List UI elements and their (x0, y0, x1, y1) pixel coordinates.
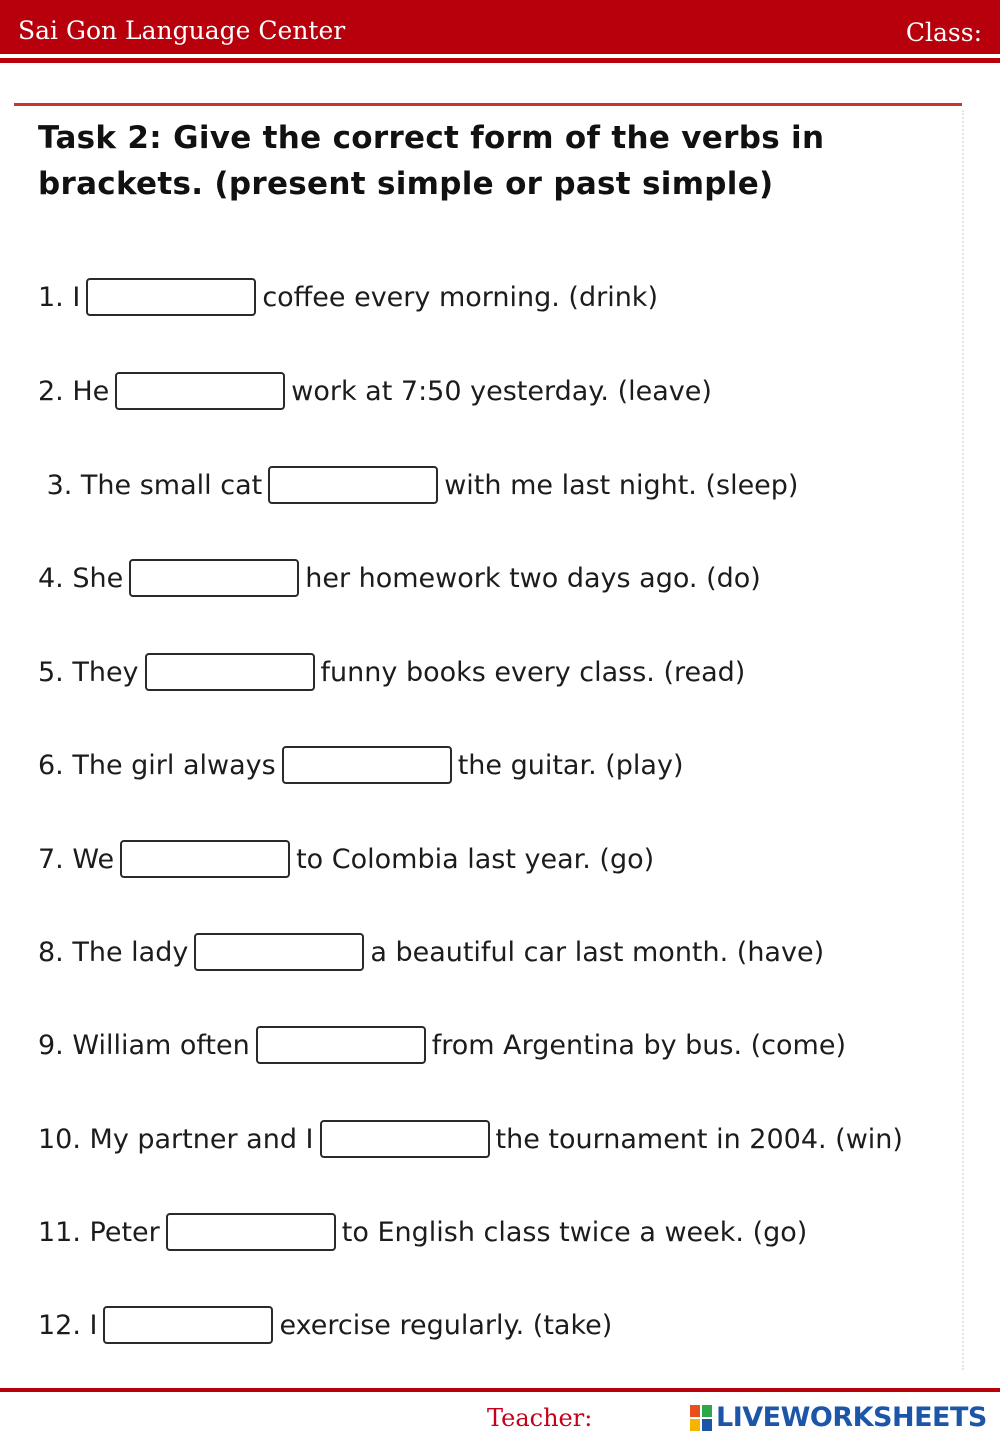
question-2-end: work at 7:50 yesterday. (leave) (291, 375, 712, 407)
answer-field-3[interactable] (268, 466, 438, 504)
question-7-start: 7. We (38, 843, 115, 875)
question-12 (38, 1302, 612, 1348)
header-divider (0, 58, 1000, 63)
liveworksheets-wordmark: LIVEWORKSHEETS (716, 1402, 987, 1433)
header-bar (0, 0, 1000, 54)
question-5-end: funny books every class. (read) (320, 656, 746, 688)
question-7 (38, 836, 654, 882)
answer-field-7[interactable] (120, 840, 290, 878)
question-8 (38, 929, 824, 975)
answer-field-2[interactable] (115, 372, 285, 410)
question-8-end: a beautiful car last month. (have) (370, 936, 825, 968)
question-3 (38, 462, 798, 508)
answer-field-6[interactable] (282, 746, 452, 784)
answer-field-12[interactable] (103, 1306, 273, 1344)
question-4 (38, 555, 761, 601)
question-10 (38, 1116, 903, 1162)
answer-field-9[interactable] (256, 1026, 426, 1064)
question-11-start: 11. Peter (38, 1216, 160, 1248)
question-4-end: her homework two days ago. (do) (305, 562, 761, 594)
task-title-line-2: brackets. (present simple or past simple) (38, 166, 774, 202)
question-12-start: 12. I (38, 1309, 98, 1341)
answer-field-5[interactable] (145, 653, 315, 691)
question-3-end: with me last night. (sleep) (444, 469, 799, 501)
question-10-end: the tournament in 2004. (win) (495, 1123, 903, 1155)
question-1-start: 1. I (38, 281, 81, 313)
question-1 (38, 274, 658, 320)
task-title (38, 115, 938, 207)
liveworksheets-logo[interactable] (690, 1402, 987, 1433)
question-6-end: the guitar. (play) (457, 749, 684, 781)
question-9 (38, 1022, 846, 1068)
task-title-line-1: Task 2: Give the correct form of the verbs in (38, 120, 825, 156)
worksheet-right-edge (962, 110, 967, 1370)
teacher-label: Teacher: (487, 1404, 593, 1432)
question-12-end: exercise regularly. (take) (279, 1309, 613, 1341)
question-3-start: 3. The small cat (38, 469, 263, 501)
footer-divider (0, 1388, 1000, 1392)
question-6-start: 6. The girl always (38, 749, 276, 781)
question-5 (38, 649, 745, 695)
center-name: Sai Gon Language Center (18, 16, 346, 45)
question-8-start: 8. The lady (38, 936, 189, 968)
question-5-start: 5. They (38, 656, 139, 688)
question-10-start: 10. My partner and I (38, 1123, 314, 1155)
question-2-start: 2. He (38, 375, 110, 407)
class-label: Class: (905, 18, 982, 47)
question-9-start: 9. William often (38, 1029, 250, 1061)
answer-field-11[interactable] (166, 1213, 336, 1251)
question-6 (38, 742, 683, 788)
question-1-end: coffee every morning. (drink) (262, 281, 658, 313)
question-7-end: to Colombia last year. (go) (296, 843, 655, 875)
question-4-start: 4. She (38, 562, 124, 594)
answer-field-10[interactable] (320, 1120, 490, 1158)
liveworksheets-mark-icon (690, 1405, 712, 1431)
question-11-end: to English class twice a week. (go) (341, 1216, 808, 1248)
question-2 (38, 368, 712, 414)
worksheet-top-border (14, 103, 962, 106)
answer-field-4[interactable] (129, 559, 299, 597)
answer-field-8[interactable] (194, 933, 364, 971)
question-11 (38, 1209, 807, 1255)
question-9-end: from Argentina by bus. (come) (431, 1029, 846, 1061)
answer-field-1[interactable] (86, 278, 256, 316)
